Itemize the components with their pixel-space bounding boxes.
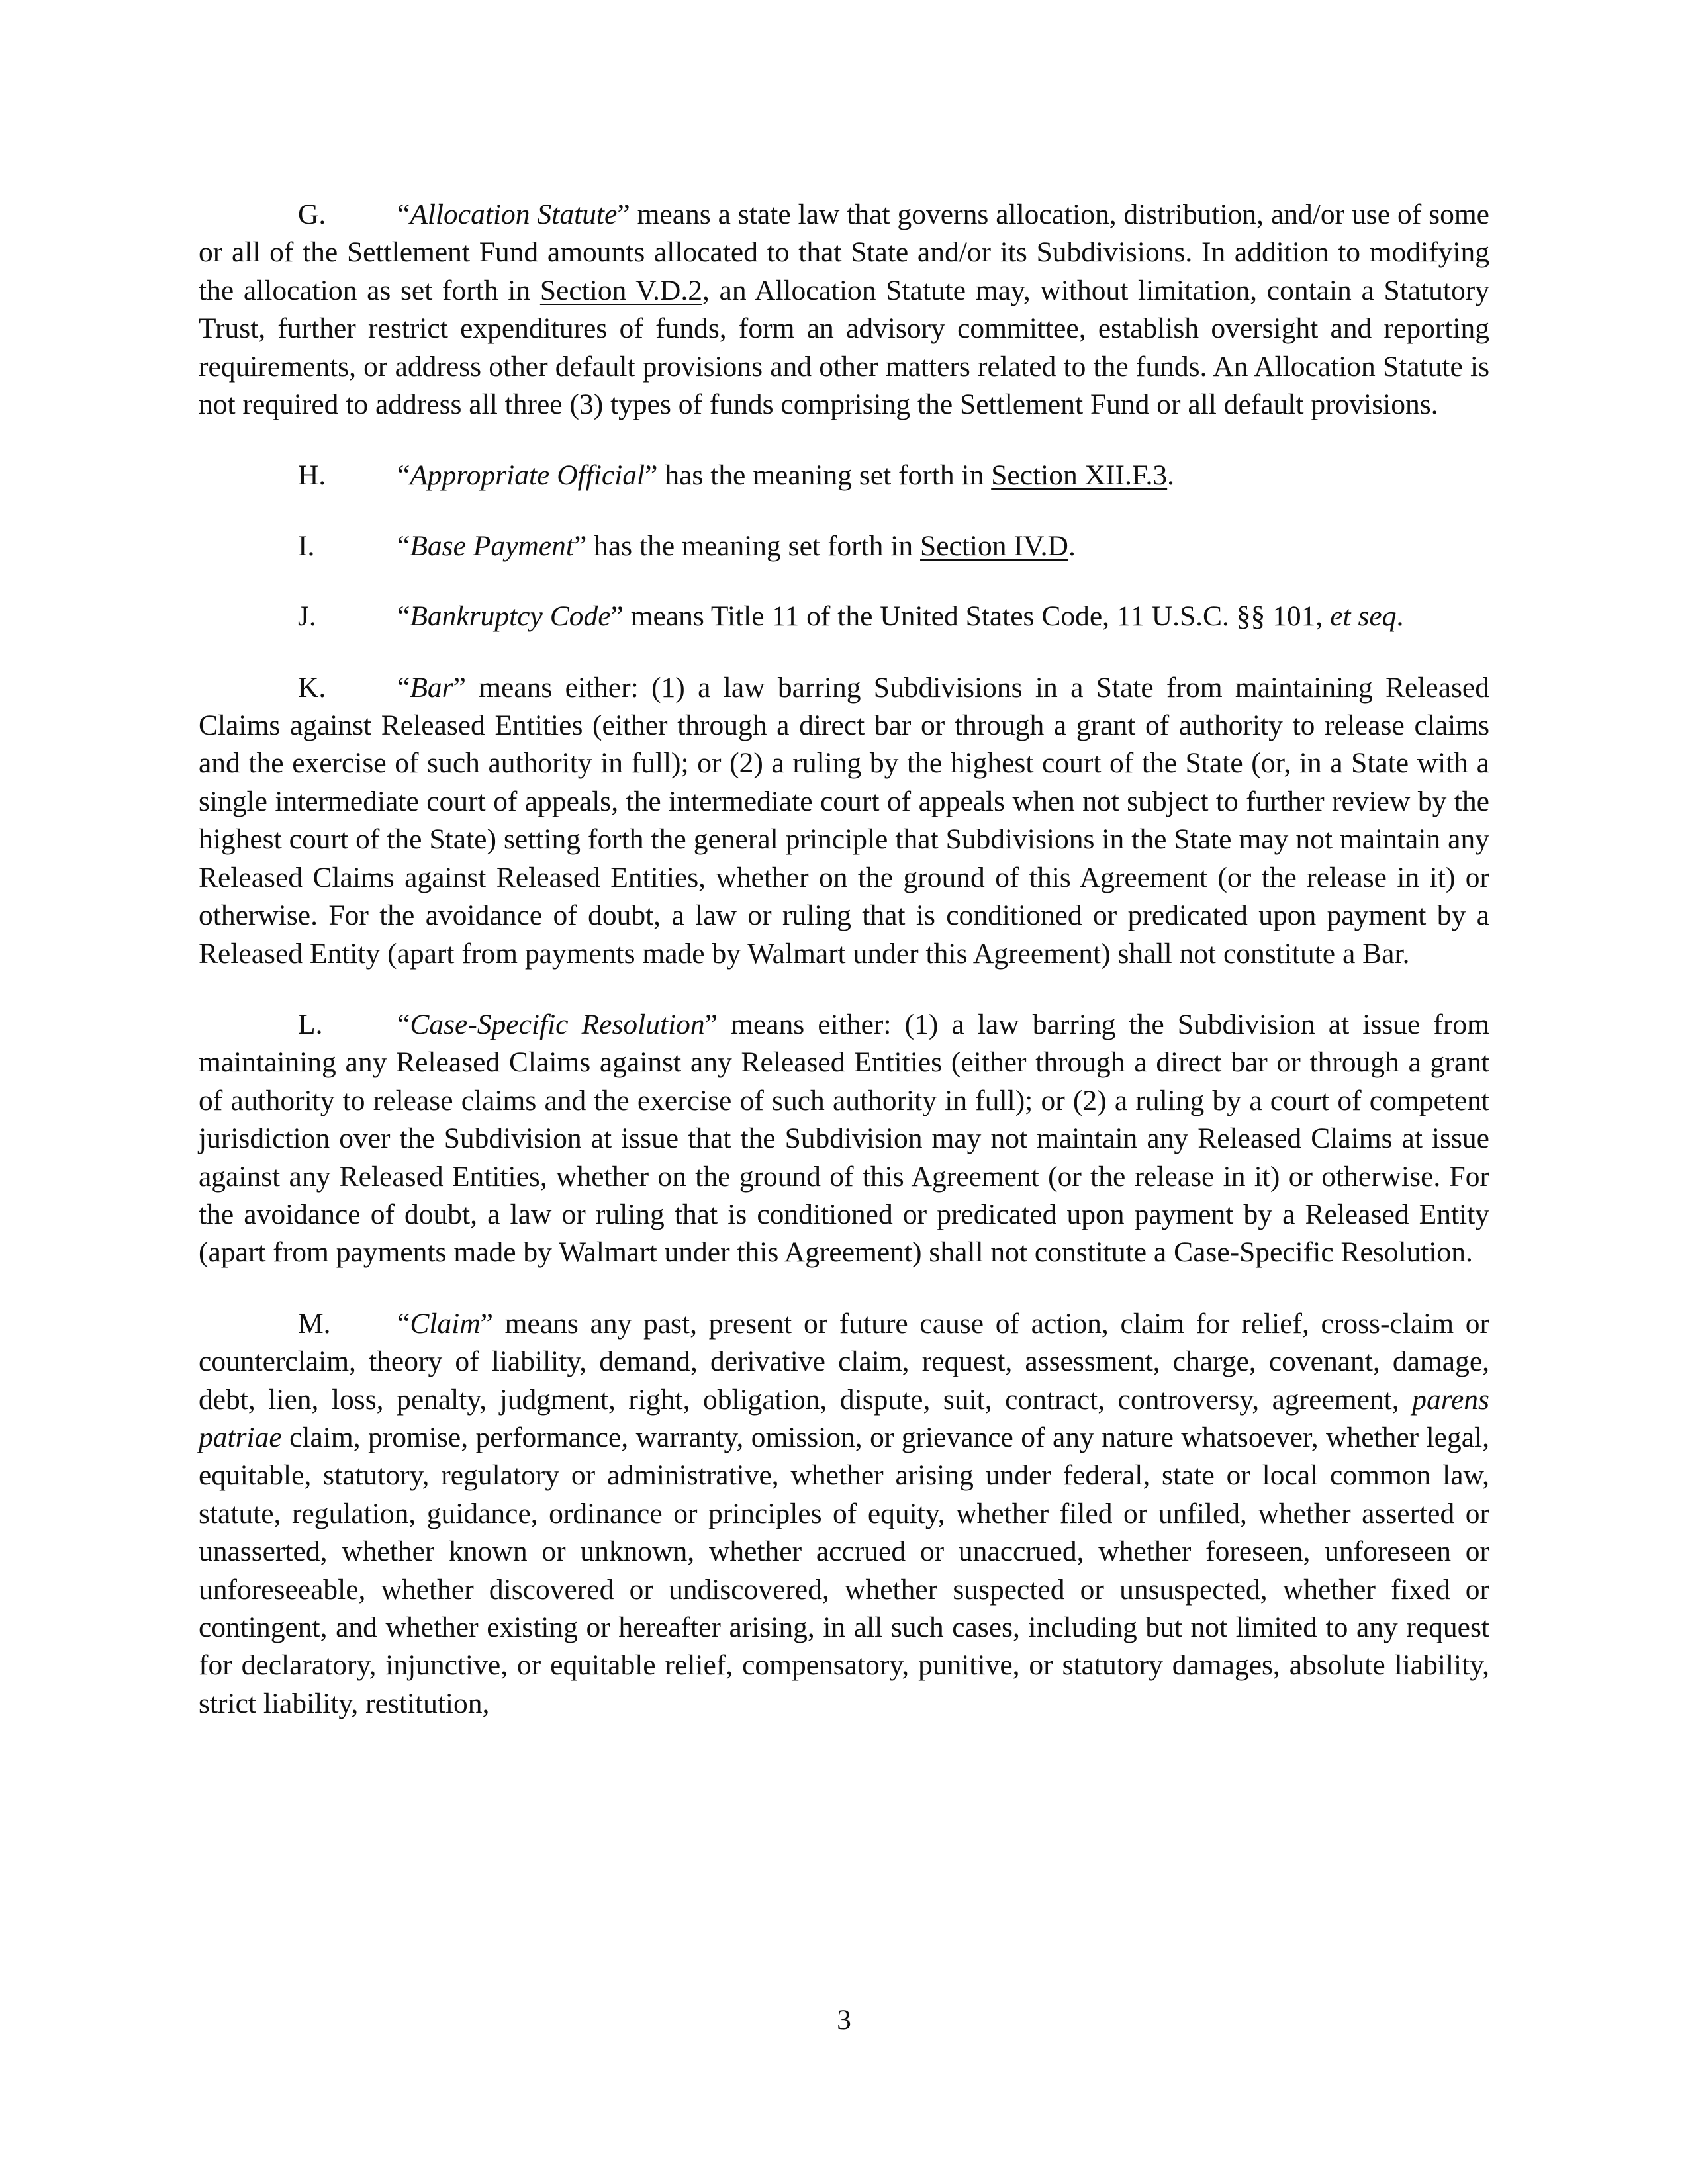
paragraph-label: J. [298,600,316,633]
italic-latin: parens patriae [199,1383,1489,1453]
section-reference: Section V.D.2 [539,274,702,306]
italic-latin: et seq [1330,600,1397,633]
document-page [199,196,1489,1723]
paragraph-label: M. [298,1307,331,1340]
definition-text: . [1167,459,1175,492]
definition-text: , an Allocation Statute may, without limitation, contain a Statutory Trust, further restrict expenditures of funds, form an advisory committee, establish oversight and reporting requirements, or address other default provisions and other matters related to the funds. An Allocation Statute is not required to address all three (3) types of funds comprising the Settlement Fund or all default provisions. [199,274,1490,421]
paragraph-spacer [199,565,1489,598]
definition-text: means a state law that governs allocation, distribution, and/or use of some or all of the Settlement Fund amounts allocated to that State and/or its Subdivisions. In addition to modifying the allocation as set forth in [199,199,1489,306]
definition-claim: M. “Claim” means any past, present or future cause of action, claim for relief, cross-claim or counterclaim, theory of liability, demand, derivative claim, request, assessment, charge, covenant, damage, debt, lien, loss, penalty, judgment, right, obligation, dispute, suit, contract, controversy, agreement, parens patriae claim, promise, performance, warranty, omission, or grievance of any nature whatsoever, whether legal, equitable, statutory, regulatory or administrative, whether arising under federal, state or local common law, statute, regulation, guidance, ordinance or principles of equity, whether filed or unfiled, whether asserted or unasserted, whether known or unknown, whether accrued or unaccrued, whether foreseen, unforeseen or unforeseeable, whether discovered or undiscovered, whether suspected or unsuspected, whether fixed or contingent, and whether existing or hereafter arising, in all such cases, including but not limited to any request for declaratory, injunctive, or equitable relief, compensatory, punitive, or statutory damages, absolute liability, strict liability, restitution, [199,1305,1489,1723]
defined-term: Case-Specific Resolution [410,1008,705,1040]
definition-text: claim, promise, performance, warranty, omission, or grievance of any nature whatsoever, whether legal, equitable, statutory, regulatory or administrative, whether arising under federal, state or local common law, statute, regulation, guidance, ordinance or principles of equity, whether filed or unfiled, whether asserted or unasserted, whether known or unknown, whether accrued or unaccrued, whether foreseen, unforeseen or unforeseeable, whether discovered or undiscovered, whether suspected or unsuspected, whether fixed or contingent, and whether existing or hereafter arising, in all such cases, including but not limited to any request for declaratory, injunctive, or equitable relief, compensatory, punitive, or statutory damages, absolute liability, strict liability, restitution, [199,1421,1489,1719]
definition-allocation-statute: G. “Allocation Statute” means a state law that governs allocation, distribution, and/or use of some or all of the Settlement Fund amounts allocated to that State and/or its Subdivisions. In addition to modifying the allocation as set forth in Section V.D.2, an Allocation Statute may, without limitation, contain a Statutory Trust, further restrict expenditures of funds, form an advisory committee, establish oversight and reporting requirements, or address other default provisions and other matters related to the funds. An Allocation Statute is not required to address all three (3) types of funds comprising the Settlement Fund or all default provisions. [199,196,1489,424]
definition-bankruptcy-code: J. “Bankruptcy Code” means Title 11 of the United States Code, 11 U.S.C. §§ 101, et seq. [199,598,1489,635]
defined-term: Bar [410,671,453,704]
paragraph-label: K. [298,671,326,704]
paragraph-spacer [199,636,1489,669]
section-reference: Section IV.D [920,529,1068,562]
page-number: 3 [837,2004,851,2036]
definition-text: has the meaning set forth in [657,459,992,492]
definition-appropriate-official: H. “Appropriate Official” has the meaning set forth in Section XII.F.3. [199,457,1489,494]
definition-text: . [1068,529,1076,562]
section-reference: Section XII.F.3 [991,459,1168,492]
paragraph-spacer [199,1272,1489,1305]
defined-term: Allocation Statute [410,199,618,230]
definition-text: has the meaning set forth in [586,529,921,562]
definition-base-payment: I. “Base Payment” has the meaning set forth in Section IV.D. [199,527,1489,565]
paragraph-label: H. [298,459,326,492]
paragraph-spacer [199,973,1489,1006]
defined-term: Claim [410,1307,481,1340]
defined-term: Base Payment [410,529,574,562]
definition-text: means Title 11 of the United States Code, 11 U.S.C. §§ 101, [623,600,1331,633]
paragraph-spacer [199,495,1489,527]
paragraph-label: I. [298,529,315,562]
defined-term: Appropriate Official [410,459,645,492]
paragraph-label: L. [298,1008,323,1040]
definition-text: means either: (1) a law barring the Subdivision at issue from maintaining any Released Claims against any Released Entities (either through a direct bar or through a grant of authority to release claims and the exercise of such authority in full); or (2) a ruling by a court of competent jurisdiction over the Subdivision at issue that the Subdivision may not maintain any Released Claims at issue against any Released Entities, whether on the ground of this Agreement (or the release in it) or otherwise. For the avoidance of doubt, a law or ruling that is conditioned or predicated upon payment by a Released Entity (apart from payments made by Walmart under this Agreement) shall not constitute a Case-Specific Resolution. [199,1008,1489,1269]
paragraph-spacer [199,424,1489,457]
paragraph-label: G. [298,199,326,230]
definition-text: means any past, present or future cause of action, claim for relief, cross-claim or counterclaim, theory of liability, demand, derivative claim, request, assessment, charge, covenant, damage, debt, lien, loss, penalty, judgment, right, obligation, dispute, suit, contract, controversy, agreement, [199,1307,1489,1416]
definition-case-specific-resolution: L. “Case-Specific Resolution” means either: (1) a law barring the Subdivision at issue from maintaining any Released Claims against any Released Entities (either through a direct bar or through a grant of authority to release claims and the exercise of such authority in full); or (2) a ruling by a court of competent jurisdiction over the Subdivision at issue that the Subdivision may not maintain any Released Claims at issue against any Released Entities, whether on the ground of this Agreement (or the release in it) or otherwise. For the avoidance of doubt, a law or ruling that is conditioned or predicated upon payment by a Released Entity (apart from payments made by Walmart under this Agreement) shall not constitute a Case-Specific Resolution. [199,1006,1489,1272]
defined-term: Bankruptcy Code [410,600,611,633]
definition-bar: K. “Bar” means either: (1) a law barring Subdivisions in a State from maintaining Released Claims against Released Entities (either through a direct bar or through a grant of authority to release claims and the exercise of such authority in full); or (2) a ruling by the highest court of the State (or, in a State with a single intermediate court of appeals, the intermediate court of appeals when not subject to further review by the highest court of the State) setting forth the general principle that Subdivisions in the State may not maintain any Released Claims against Released Entities, whether on the ground of this Agreement (or the release in it) or otherwise. For the avoidance of doubt, a law or ruling that is conditioned or predicated upon payment by a Released Entity (apart from payments made by Walmart under this Agreement) shall not constitute a Bar. [199,669,1489,973]
definition-text: means either: (1) a law barring Subdivisions in a State from maintaining Released Claims against Released Entities (either through a direct bar or through a grant of authority to release claims and the exercise of such authority in full); or (2) a ruling by the highest court of the State (or, in a State with a single intermediate court of appeals, the intermediate court of appeals when not subject to further review by the highest court of the State) setting forth the general principle that Subdivisions in the State may not maintain any Released Claims against Released Entities, whether on the ground of this Agreement (or the release in it) or otherwise. For the avoidance of doubt, a law or ruling that is conditioned or predicated upon payment by a Released Entity (apart from payments made by Walmart under this Agreement) shall not constitute a Bar. [199,671,1489,970]
definition-text: . [1396,600,1404,633]
